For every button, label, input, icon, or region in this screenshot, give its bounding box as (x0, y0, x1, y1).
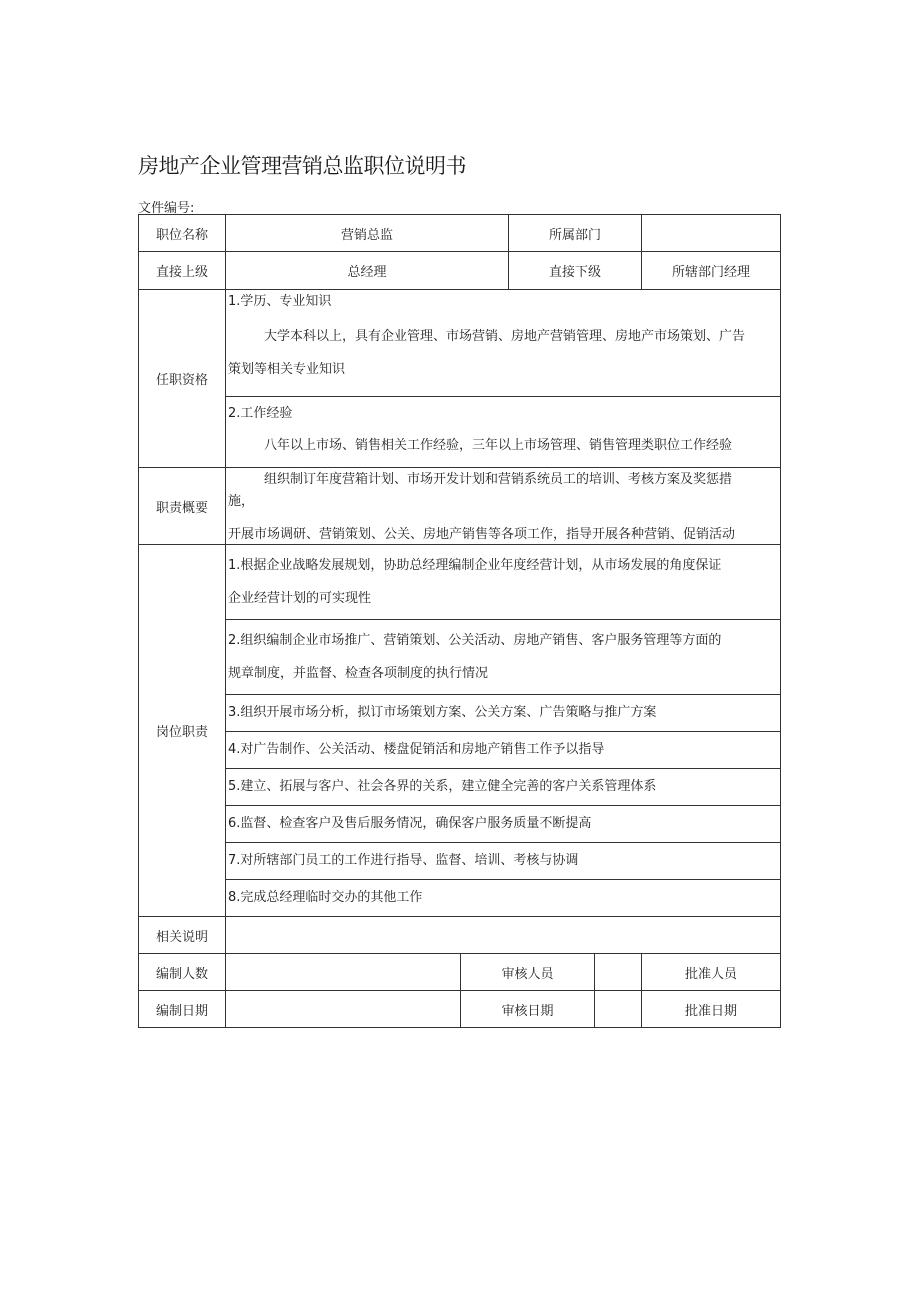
page-title: 房地产企业管理营销总监职位说明书 (138, 154, 466, 178)
education-heading: 1.学历、专业知识 (228, 294, 332, 309)
duty-item-2-line-2: 规章制度，并监督、检查各项制度的执行情况 (228, 665, 489, 681)
direct-subordinate-value: 所辖部门经理 (642, 252, 781, 290)
approve-people-cell (642, 954, 781, 991)
duty-item-8 (226, 880, 781, 917)
direct-superior-label: 直接上级 (139, 252, 226, 290)
duty-item-1-line-1: 1.根据企业战略发展规划，协助总经理编制企业年度经营计划，从市场发展的角度保证 (228, 557, 722, 573)
duty-item-6 (226, 806, 781, 843)
summary-line-2: 施， (228, 494, 255, 509)
duties-label: 岗位职责 (139, 545, 226, 917)
duty-item-3-text: 3.组织开展市场分析，拟订市场策划方案、公关方案、广告策略与推广方案 (228, 705, 657, 720)
summary-line-1: 组织制订年度营箱计划、市场开发计划和营销系统员工的培训、考核方案及奖惩措 (264, 472, 733, 487)
duty-item-6-text: 6.监督、检查客户及售后服务情况，确保客户服务质量不断提高 (228, 816, 592, 831)
review-people-value (595, 954, 642, 991)
compile-date-label: 编制日期 (139, 991, 226, 1028)
review-people-label: 审核人员 (461, 954, 595, 991)
education-line-2: 策划等相关专业知识 (228, 362, 346, 377)
job-description-table (138, 214, 781, 1028)
summary-line-3: 开展市场调研、营销策划、公关、房地产销售等各项工作，指导开展各种营销、促销活动 (228, 527, 736, 542)
compile-people-value (226, 954, 461, 991)
duty-item-1-line-2: 企业经营计划的可实现性 (228, 590, 372, 606)
duty-item-5 (226, 769, 781, 806)
file-number-label: 文件编号: (138, 201, 195, 216)
duty-item-3 (226, 695, 781, 732)
duty-item-5-text: 5.建立、拓展与客户、社会各界的关系，建立健全完善的客户关系管理体系 (228, 779, 657, 794)
notes-value (226, 917, 781, 954)
duty-item-2 (226, 620, 781, 695)
department-label: 所属部门 (509, 215, 642, 252)
position-name-value: 营销总监 (226, 215, 509, 252)
direct-subordinate-label: 直接下级 (509, 252, 642, 290)
compile-people-label: 编制人数 (139, 954, 226, 991)
notes-label: 相关说明 (139, 917, 226, 954)
duty-item-7 (226, 843, 781, 880)
experience-line-1: 八年以上市场、销售相关工作经验，三年以上市场管理、销售管理类职位工作经验 (264, 438, 733, 453)
experience-cell (226, 397, 781, 468)
summary-cell (226, 468, 781, 545)
approve-date-cell (642, 991, 781, 1028)
qualifications-label: 任职资格 (139, 290, 226, 468)
position-name-label: 职位名称 (139, 215, 226, 252)
direct-superior-value: 总经理 (226, 252, 509, 290)
review-date-label: 审核日期 (461, 991, 595, 1028)
duty-item-8-text: 8.完成总经理临时交办的其他工作 (228, 890, 423, 905)
duty-item-4 (226, 732, 781, 769)
duty-item-1 (226, 545, 781, 620)
summary-label: 职责概要 (139, 468, 226, 545)
education-cell (226, 290, 781, 397)
approve-people-label: 批准人员 (685, 966, 738, 982)
duty-item-4-text: 4.对广告制作、公关活动、楼盘促销活和房地产销售工作予以指导 (228, 742, 605, 757)
compile-date-value (226, 991, 461, 1028)
experience-heading: 2.工作经验 (228, 406, 293, 421)
review-date-value (595, 991, 642, 1028)
duty-item-2-line-1: 2.组织编制企业市场推广、营销策划、公关活动、房地产销售、客户服务管理等方面的 (228, 632, 722, 648)
duty-item-7-text: 7.对所辖部门员工的工作进行指导、监督、培训、考核与协调 (228, 853, 579, 868)
education-line-1: 大学本科以上，具有企业管理、市场营销、房地产营销管理、房地产市场策划、广告 (264, 329, 746, 344)
approve-date-label: 批准日期 (685, 1003, 738, 1019)
department-value (642, 215, 781, 252)
